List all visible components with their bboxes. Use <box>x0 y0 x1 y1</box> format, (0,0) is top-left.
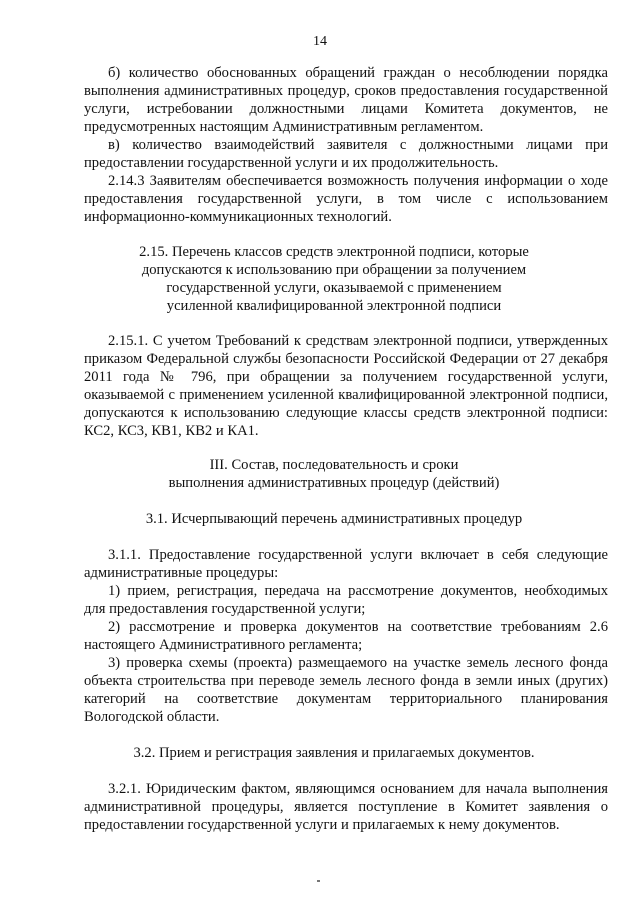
para-2151-line-6: КС2, КС3, КВ1, КВ2 и КА1. <box>84 423 259 439</box>
heading-3-line-2: выполнения административных процедур (действий) <box>168 475 500 491</box>
para-2143-line-1: 2.14.3 Заявителям обеспечивается возможность получения информации о ходе <box>108 173 608 189</box>
para-321-line-1: 3.2.1. Юридическим фактом, являющимся основанием для начала выполнения <box>108 781 608 797</box>
scan-speck <box>317 880 320 882</box>
para-2151-line-5: допускаются к использованию следующие классы средств электронной подписи: <box>84 405 608 421</box>
item-1-line-2: для предоставления государственной услуги; <box>84 601 366 617</box>
para-311-line-1: 3.1.1. Предоставление государственной услуги включает в себя следующие <box>108 547 608 563</box>
para-b-line-1: б) количество обоснованных обращений граждан о несоблюдении порядка <box>108 65 608 81</box>
item-3-line-1: 3) проверка схемы (проекта) размещаемого на участке земель лесного фонда <box>108 655 608 671</box>
para-321-line-2: административной процедуры, является поступление в Комитет заявления о <box>84 799 608 815</box>
para-2143-line-3: информационно-коммуникационных технологий. <box>84 209 392 225</box>
item-3-line-2: объекта строительства при переводе земель лесного фонда в земли иных (других) <box>84 673 608 689</box>
para-v-line-2: предоставлении государственной услуги и их продолжительность. <box>84 155 499 171</box>
heading-215-line-1: 2.15. Перечень классов средств электронной подписи, которые <box>139 244 529 260</box>
page-number: 14 <box>313 34 327 49</box>
para-2151-line-2: приказом Федеральной службы безопасности Российской Федерации от 27 декабря <box>84 351 608 367</box>
heading-215-line-4: усиленной квалифицированной электронной подписи <box>166 298 502 314</box>
para-b-line-2: выполнения административных процедур, сроков предоставления государственной <box>84 83 608 99</box>
para-2151-line-1: 2.15.1. С учетом Требований к средствам электронной подписи, утвержденных <box>108 333 608 349</box>
item-3-line-3: категорий на соответствие документам территориального планирования <box>84 691 608 707</box>
item-2-line-2: настоящего Административного регламента; <box>84 637 363 653</box>
heading-32: 3.2. Прием и регистрация заявления и прилагаемых документов. <box>133 745 535 761</box>
heading-31: 3.1. Исчерпывающий перечень административных процедур <box>145 511 523 527</box>
heading-215-line-3: государственной услуги, оказываемой с применением <box>166 280 502 296</box>
para-2151-line-4: оказываемой с применением усиленной квалифицированной электронной подписи, <box>84 387 608 403</box>
para-2151-line-3: 2011 года № 796, при обращении за получением государственной услуги, <box>84 369 608 385</box>
heading-3-line-1: III. Состав, последовательность и сроки <box>209 457 459 473</box>
item-1-line-1: 1) прием, регистрация, передача на рассмотрение документов, необходимых <box>108 583 608 599</box>
para-b-line-3: услуги, истребовании должностными лицами Комитета документов, не <box>84 101 608 117</box>
para-2143-line-2: предоставления государственной услуги, в том числе с использованием <box>84 191 608 207</box>
para-v-line-1: в) количество взаимодействий заявителя с должностными лицами при <box>108 137 608 153</box>
para-311-line-2: административные процедуры: <box>84 565 279 581</box>
para-b-line-4: предусмотренных настоящим Административным регламентом. <box>84 119 484 135</box>
para-321-line-3: предоставлении государственной услуги и прилагаемых к нему документов. <box>84 817 560 833</box>
item-3-line-4: Вологодской области. <box>84 709 220 725</box>
item-2-line-1: 2) рассмотрение и проверка документов на соответствие требованиям 2.6 <box>108 619 608 635</box>
heading-215-line-2: допускаются к использованию при обращении за получением <box>141 262 527 278</box>
